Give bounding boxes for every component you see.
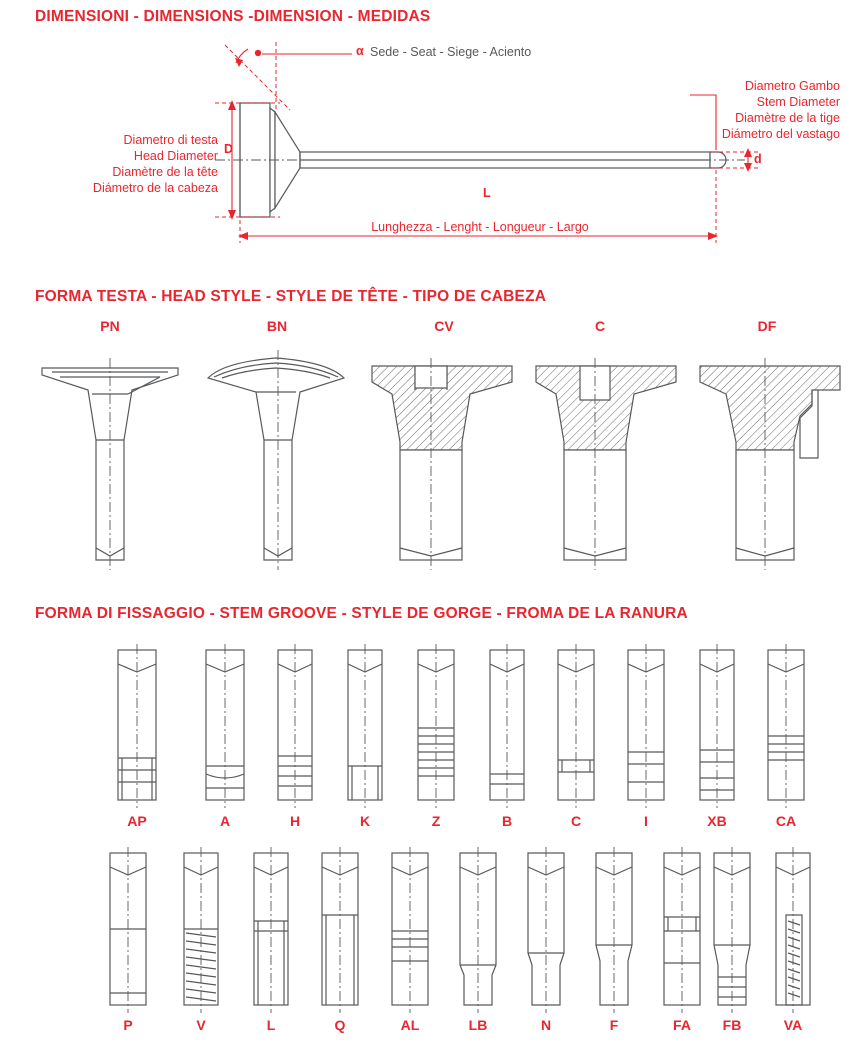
stem-groove-code-a: A <box>219 813 231 829</box>
stem-groove-code-fb: FB <box>722 1017 742 1033</box>
head-df <box>700 358 840 570</box>
stem-groove-code-ap: AP <box>127 813 147 829</box>
groove-fa <box>664 847 700 1013</box>
stem-groove-row1-drawings <box>0 640 860 810</box>
head-c <box>536 358 676 570</box>
stem-groove-code-v: V <box>196 1017 206 1033</box>
stem-groove-code-fa: FA <box>673 1017 691 1033</box>
head-diameter-label-fr: Diamètre de la tête <box>112 165 218 179</box>
groove-l <box>254 847 288 1013</box>
groove-ca <box>768 644 804 808</box>
groove-c <box>558 644 594 808</box>
groove-z <box>418 644 454 808</box>
stem-groove-code-l: L <box>266 1017 276 1033</box>
stem-diameter-label-es: Diámetro del vastago <box>721 127 840 141</box>
stem-groove-code-i: I <box>644 813 648 829</box>
groove-p <box>110 847 146 1013</box>
groove-va <box>776 847 810 1013</box>
section-title-stem-groove: FORMA DI FISSAGGIO - STEM GROOVE - STYLE DE GORGE - FROMA DE LA RANURA <box>35 605 688 622</box>
groove-h <box>278 644 312 808</box>
section-title-dimensions: DIMENSIONI - DIMENSIONS -DIMENSION - MEDIDAS <box>35 8 431 25</box>
groove-v <box>184 847 218 1013</box>
head-cv <box>372 358 512 570</box>
head-style-code-df: DF <box>757 318 777 334</box>
stem-groove-code-n: N <box>540 1017 552 1033</box>
stem-groove-code-b: B <box>501 813 513 829</box>
seat-angle-symbol: α <box>356 44 364 58</box>
stem-groove-code-c: C <box>570 813 582 829</box>
head-diameter-symbol: D <box>224 142 234 156</box>
stem-groove-code-q: Q <box>334 1017 346 1033</box>
length-label: Lunghezza - Lenght - Longueur - Largo <box>371 220 589 234</box>
groove-xb <box>700 644 734 808</box>
stem-groove-code-k: K <box>359 813 371 829</box>
groove-al <box>392 847 428 1013</box>
groove-ap <box>118 644 156 808</box>
groove-a <box>206 644 244 808</box>
groove-q <box>322 847 358 1013</box>
head-style-drawings <box>0 330 860 630</box>
head-diameter-label-en: Head Diameter <box>133 149 218 163</box>
stem-diameter-label-fr: Diamètre de la tige <box>735 111 840 125</box>
stem-groove-code-xb: XB <box>707 813 727 829</box>
stem-groove-code-z: Z <box>431 813 441 829</box>
head-bn <box>208 350 344 570</box>
groove-fb <box>714 847 750 1013</box>
head-pn <box>42 358 178 570</box>
stem-diameter-symbol: d <box>754 152 762 166</box>
stem-groove-code-h: H <box>289 813 301 829</box>
stem-groove-row2-drawings <box>0 845 860 1015</box>
groove-lb <box>460 847 496 1013</box>
groove-k <box>348 644 382 808</box>
length-symbol: L <box>483 186 491 200</box>
head-style-code-c: C <box>594 318 606 334</box>
stem-groove-code-lb: LB <box>468 1017 488 1033</box>
stem-groove-code-f: F <box>609 1017 619 1033</box>
stem-groove-code-va: VA <box>783 1017 803 1033</box>
head-diameter-label-es: Diámetro de la cabeza <box>92 181 218 195</box>
stem-groove-code-p: P <box>123 1017 133 1033</box>
head-diameter-label-it: Diametro di testa <box>123 133 218 147</box>
groove-f <box>596 847 632 1013</box>
groove-i <box>628 644 664 808</box>
head-style-code-pn: PN <box>100 318 120 334</box>
stem-diameter-label-en: Stem Diameter <box>756 95 840 109</box>
stem-diameter-label-it: Diametro Gambo <box>744 79 840 93</box>
head-style-code-cv: CV <box>434 318 454 334</box>
groove-n <box>528 847 564 1013</box>
stem-groove-code-ca: CA <box>775 813 797 829</box>
seat-label: Sede - Seat - Siege - Aciento <box>370 45 532 59</box>
head-style-code-bn: BN <box>266 318 288 334</box>
section-title-head-style: FORMA TESTA - HEAD STYLE - STYLE DE TÊTE - TIPO DE CABEZA <box>35 288 547 305</box>
stem-groove-code-al: AL <box>400 1017 420 1033</box>
groove-b <box>490 644 524 808</box>
